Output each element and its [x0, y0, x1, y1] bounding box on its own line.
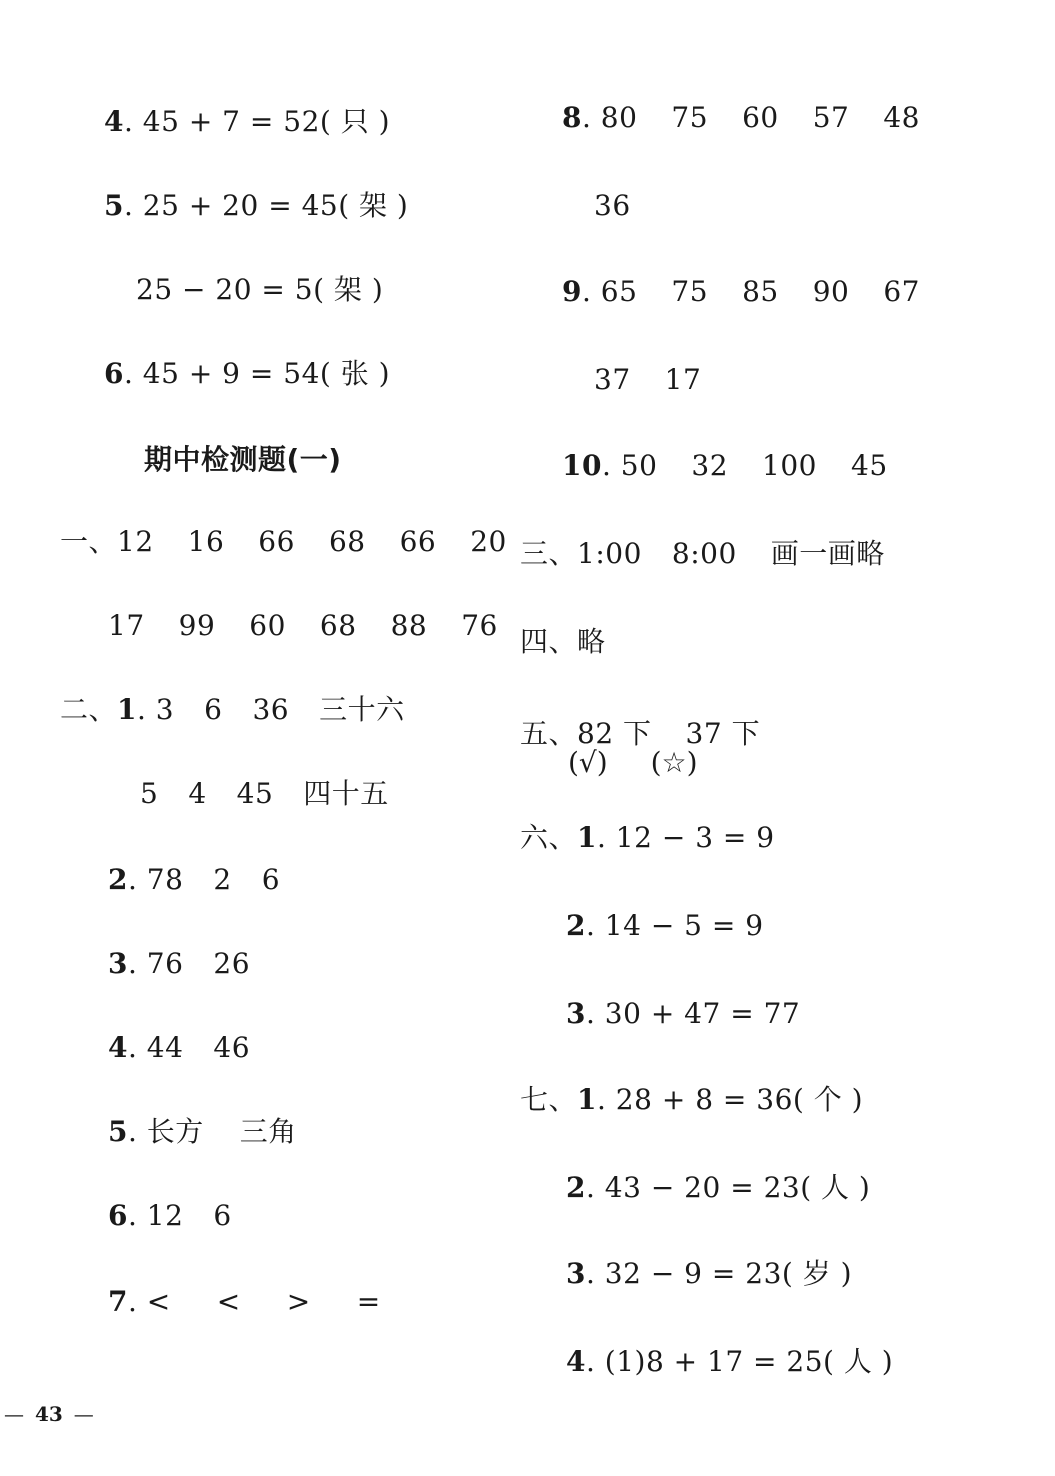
section-label: 二、 — [60, 693, 118, 726]
value: 6 — [204, 693, 223, 726]
value: 8:00 — [671, 537, 737, 570]
value: 2 — [213, 863, 232, 896]
value: 16 — [187, 525, 225, 558]
value: 45 — [851, 449, 888, 482]
answer-text: . 14 − 5 = 9 — [585, 909, 764, 942]
section-2-item-2 — [108, 862, 280, 898]
footer-dash-right: — — [73, 1402, 94, 1426]
value: 17 — [664, 363, 702, 396]
section-2-item-7 — [108, 1284, 381, 1320]
value: . 长方 — [127, 1115, 204, 1148]
value: 6 — [213, 1199, 232, 1232]
value: 4 — [188, 777, 207, 810]
value: 三十六 — [319, 693, 405, 726]
value: 三角 — [239, 1115, 297, 1148]
value: 37 — [594, 363, 631, 396]
section-2-item-1b — [140, 776, 389, 812]
answer-text: . (1)8 + 17 = 25( 人 ) — [585, 1345, 894, 1378]
section-label: 六、 — [520, 821, 578, 854]
value: 68 — [319, 609, 357, 642]
value: 36 — [252, 693, 290, 726]
value: 99 — [178, 609, 216, 642]
value: 60 — [249, 609, 286, 642]
value: = — [356, 1285, 381, 1318]
answer-text: 25 − 20 = 5( 架 ) — [136, 273, 384, 306]
value: . 12 — [127, 1199, 184, 1232]
value: 17 — [108, 609, 145, 642]
value: 45 — [236, 777, 274, 810]
value: . 50 — [601, 449, 658, 482]
footer-dash-left: — — [4, 1402, 24, 1426]
value: . < — [127, 1285, 171, 1318]
section-5 — [520, 716, 760, 752]
answer-text: . 12 − 3 = 9 — [597, 821, 775, 854]
item-number: 7 — [108, 1285, 128, 1318]
section-2-item-1 — [60, 692, 405, 728]
value: < — [216, 1285, 241, 1318]
answer-right-9b — [594, 362, 701, 398]
section-6-item-1 — [520, 820, 775, 856]
item-number: 6 — [104, 357, 124, 390]
section-3 — [520, 536, 885, 572]
value: . 78 — [127, 863, 184, 896]
value: 37 下 — [685, 717, 761, 750]
item-number: 5 — [104, 189, 124, 222]
value: 88 — [390, 609, 428, 642]
value: 82 下 — [577, 717, 652, 750]
answer-text: . 43 − 20 = 23( 人 ) — [585, 1171, 871, 1204]
value: . 76 — [127, 947, 184, 980]
section-label: 五、 — [520, 717, 578, 750]
section-6-item-3 — [566, 996, 800, 1032]
value: 32 — [691, 449, 729, 482]
section-7-item-1 — [520, 1082, 863, 1118]
value: 66 — [258, 525, 295, 558]
value: 100 — [762, 449, 817, 482]
section-6-item-2 — [566, 908, 764, 944]
value: . 44 — [127, 1031, 184, 1064]
value: 48 — [883, 101, 920, 134]
star-mark: (☆) — [650, 746, 698, 779]
value: 画一画略 — [770, 537, 885, 570]
value: 四十五 — [303, 777, 389, 810]
value: 36 — [594, 189, 631, 222]
value: . 3 — [137, 693, 175, 726]
item-number: 9 — [562, 275, 582, 308]
page-number: 43 — [34, 1402, 63, 1426]
value: . 65 — [581, 275, 638, 308]
section-title: 期中检测题(一) — [144, 443, 342, 476]
item-number: 1 — [577, 1083, 597, 1116]
section-2-item-6 — [108, 1198, 232, 1234]
value: 12 — [117, 525, 154, 558]
section-1-row-2 — [108, 608, 498, 644]
item-number: 4 — [104, 105, 124, 138]
section-7-item-2 — [566, 1170, 870, 1206]
item-number: 1 — [577, 821, 597, 854]
answer-right-8b — [594, 188, 631, 224]
page-footer — [0, 1402, 98, 1426]
section-5-marks — [568, 748, 698, 778]
answer-left-5b — [136, 272, 383, 308]
section-2-item-4 — [108, 1030, 250, 1066]
item-number: 2 — [108, 863, 128, 896]
item-number: 3 — [566, 1257, 586, 1290]
value: 26 — [213, 947, 251, 980]
answer-right-9 — [562, 274, 920, 310]
item-number: 3 — [108, 947, 128, 980]
item-number: 2 — [566, 909, 586, 942]
value: 67 — [883, 275, 920, 308]
value: 90 — [812, 275, 850, 308]
answer-text: . 45 + 9 = 54( 张 ) — [123, 357, 391, 390]
section-label: 七、 — [520, 1083, 578, 1116]
answer-left-4 — [104, 104, 390, 140]
section-1-row-1 — [60, 524, 507, 560]
section-4 — [520, 624, 606, 660]
value: 60 — [742, 101, 779, 134]
section-7-item-3 — [566, 1256, 852, 1292]
answer-right-8 — [562, 100, 920, 136]
answer-text: . 28 + 8 = 36( 个 ) — [597, 1083, 864, 1116]
value: 75 — [671, 275, 709, 308]
value: . 80 — [581, 101, 638, 134]
value: 57 — [812, 101, 850, 134]
value: 1:00 — [577, 537, 642, 570]
item-number: 3 — [566, 997, 586, 1030]
item-number: 6 — [108, 1199, 128, 1232]
value: 5 — [140, 777, 159, 810]
answer-text: . 45 + 7 = 52( 只 ) — [123, 105, 391, 138]
value: 6 — [261, 863, 281, 896]
section-2-item-3 — [108, 946, 250, 982]
value: > — [286, 1285, 311, 1318]
value: 75 — [671, 101, 709, 134]
answer-left-6 — [104, 356, 390, 392]
value: 85 — [742, 275, 779, 308]
value: 66 — [399, 525, 437, 558]
answer-text: . 30 + 47 = 77 — [585, 997, 801, 1030]
item-number: 2 — [566, 1171, 586, 1204]
item-number: 8 — [562, 101, 582, 134]
section-2-item-5 — [108, 1114, 297, 1150]
value: 76 — [461, 609, 498, 642]
answer-right-10 — [562, 448, 888, 484]
check-mark: (√) — [568, 746, 608, 779]
value: 20 — [470, 525, 507, 558]
item-number: 1 — [117, 693, 137, 726]
value: 略 — [577, 625, 606, 658]
value: 68 — [328, 525, 366, 558]
answer-text: . 25 + 20 = 45( 架 ) — [123, 189, 409, 222]
answer-left-5 — [104, 188, 408, 224]
section-label: 一、 — [60, 525, 118, 558]
item-number: 4 — [108, 1031, 128, 1064]
item-number: 4 — [566, 1345, 586, 1378]
section-label: 四、 — [520, 625, 578, 658]
item-number: 10 — [562, 449, 602, 482]
item-number: 5 — [108, 1115, 128, 1148]
section-7-item-4 — [566, 1344, 893, 1380]
answer-text: . 32 − 9 = 23( 岁 ) — [585, 1257, 853, 1290]
section-label: 三、 — [520, 537, 578, 570]
value: 46 — [213, 1031, 251, 1064]
